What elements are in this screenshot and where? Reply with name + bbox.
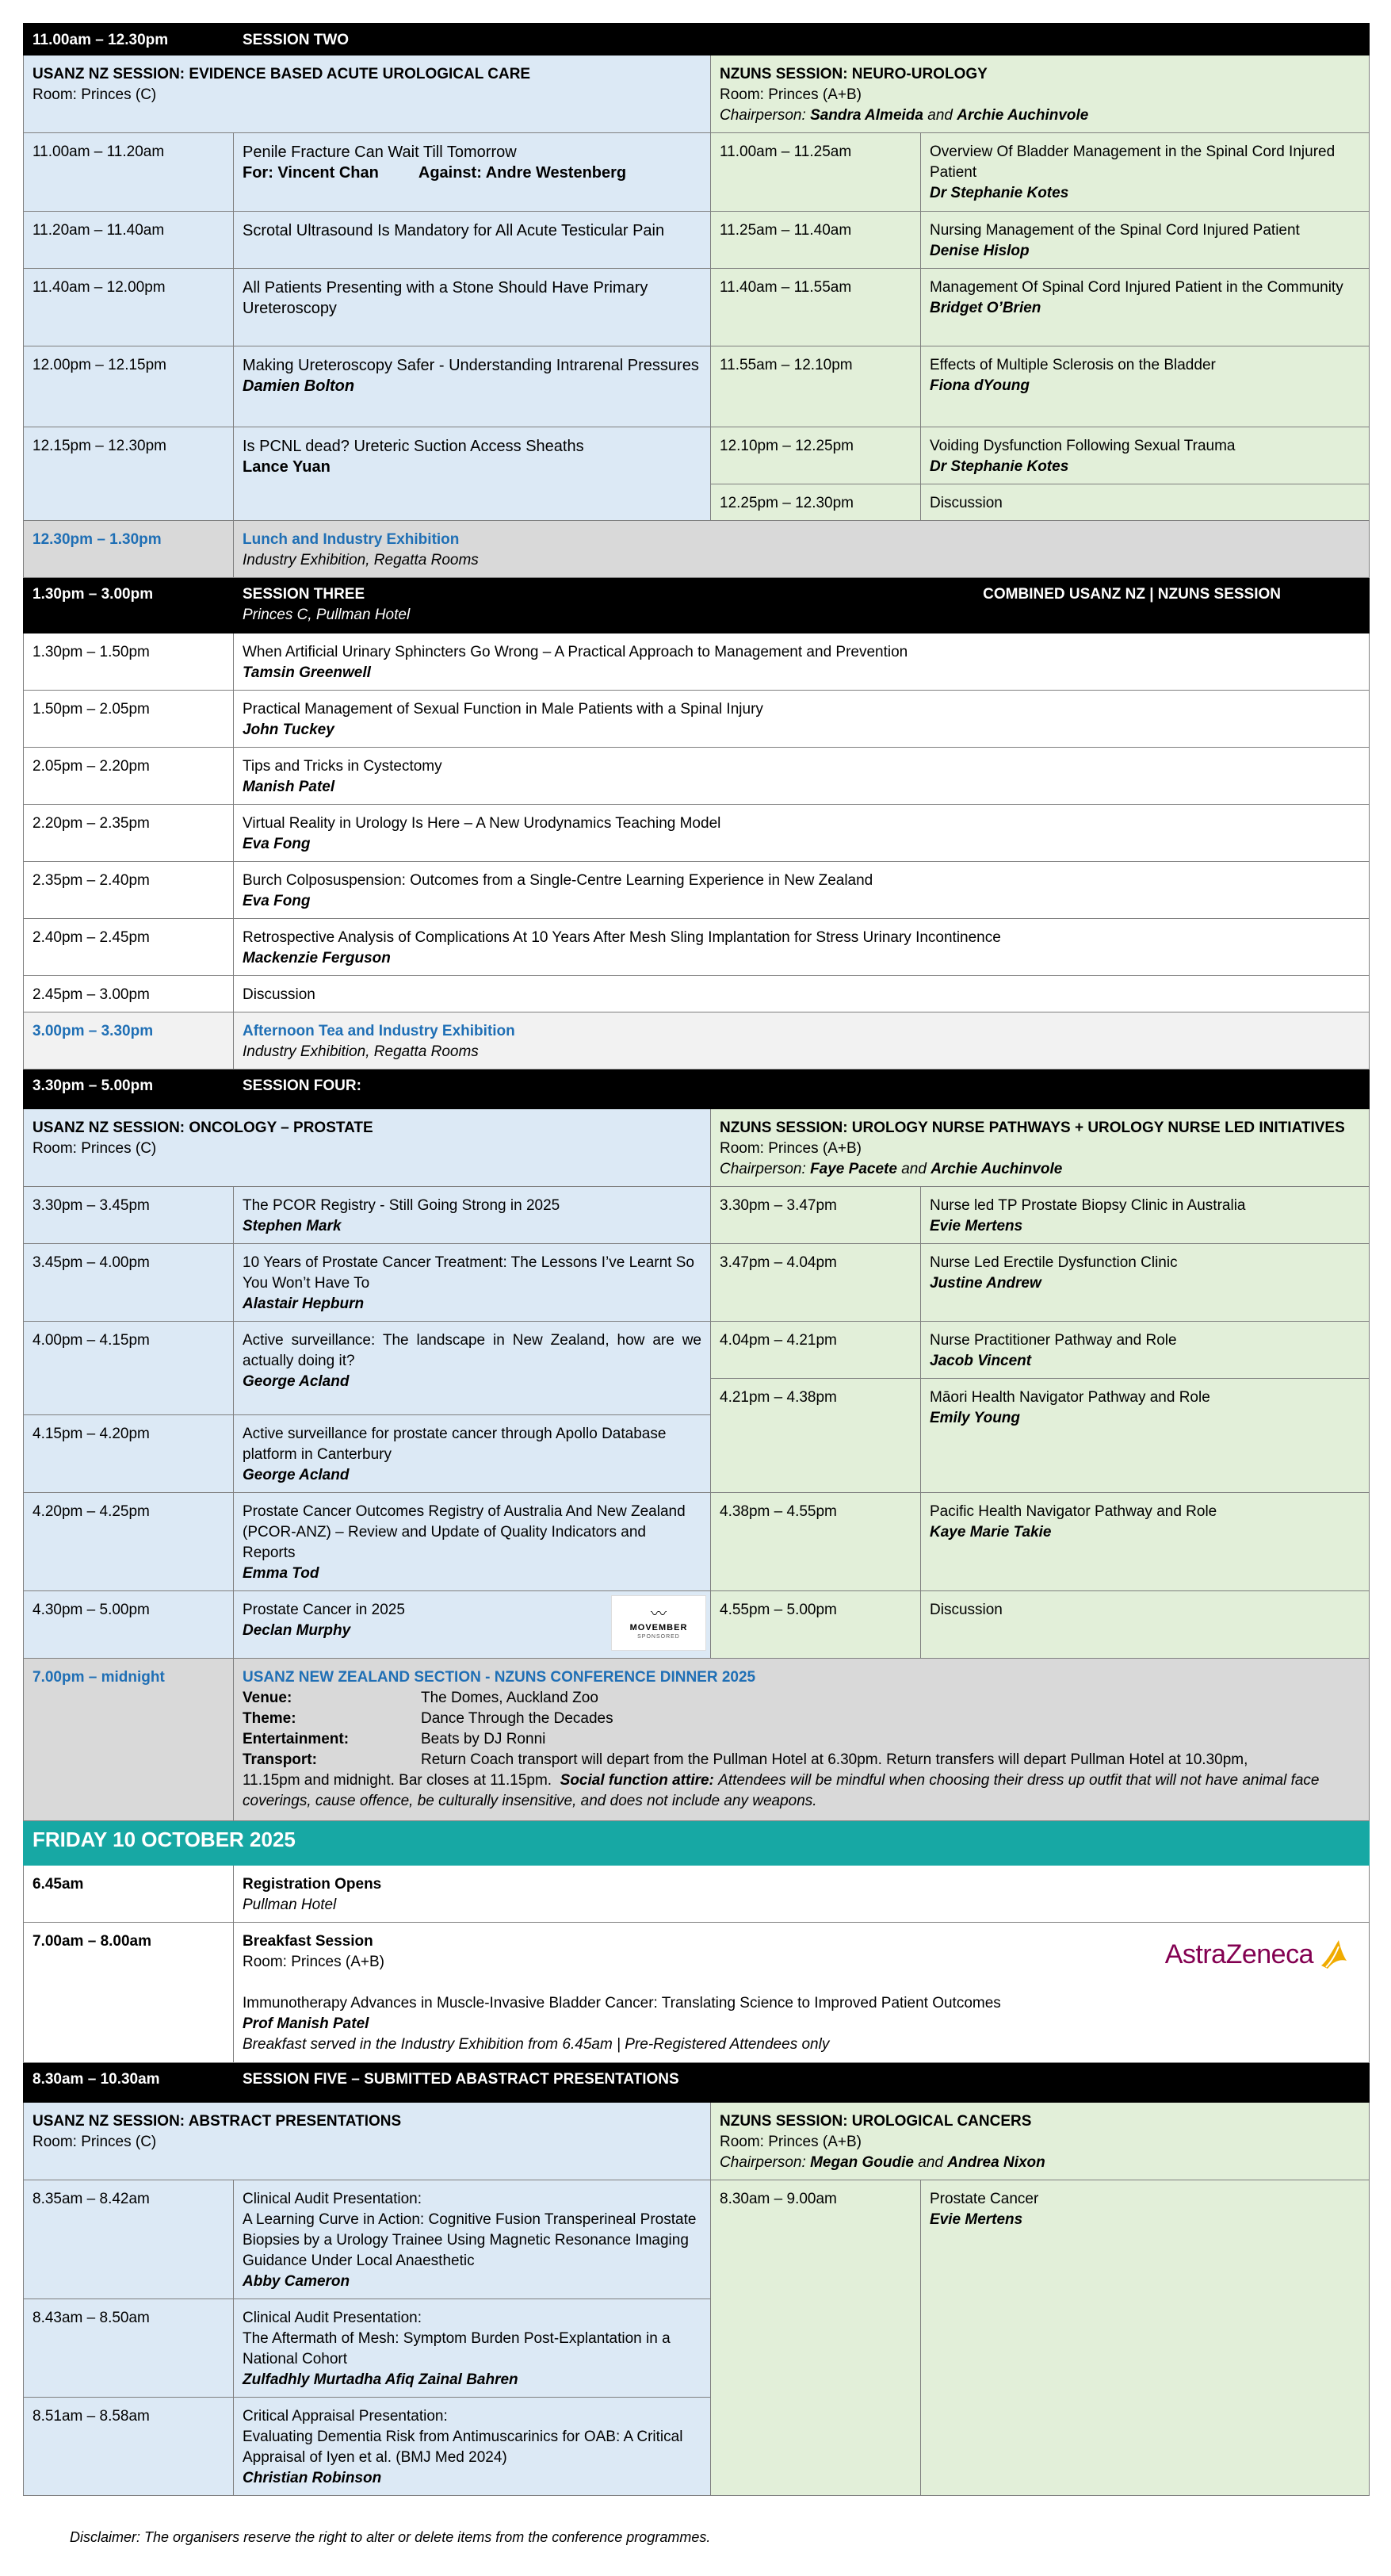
nzuns-stream-header [711,56,1370,133]
stream-room: Room: Princes (A+B) [720,2134,862,2150]
speaker-name: Alastair Hepburn [243,1296,365,1312]
session-venue: Princes C, Pullman Hotel [243,607,411,623]
table-row [24,862,1370,919]
usanz-stream-header [24,1109,711,1187]
against-speaker: Against: Andre Westenberg [418,164,627,182]
item-detail: When Artificial Urinary Sphincters Go Wrong – A Practical Approach to Management and Prevention Tamsin Greenwell [234,633,1370,691]
item-detail: All Patients Presenting with a Stone Should Have Primary Ureteroscopy [234,269,711,346]
item-detail: Is PCNL dead? Ureteric Suction Access Sheaths Lance Yuan [234,427,711,521]
dinner-transport: Transport: Return Coach transport will depart from the Pullman Hotel at 6.30pm. Return transfers will depart Pullman Hotel at 10.30pm, [243,1751,1248,1768]
session-time: 8.30am – 10.30am [24,2063,234,2103]
stream-title: USANZ NZ SESSION: ONCOLOGY – PROSTATE [32,1120,373,1136]
item-time: 3.47pm – 4.04pm [711,1244,921,1322]
stream-room: Room: Princes (A+B) [720,86,862,103]
item-detail: Active surveillance for prostate cancer through Apollo Database platform in Canterbury George Acland [234,1415,711,1493]
item-time: 3.30pm – 3.47pm [711,1187,921,1244]
item-detail: Active surveillance: The landscape in New Zealand, how are we actually doing it? George Acland [234,1322,711,1415]
session-title: SESSION FOUR: [234,1070,1370,1109]
item-time: 11.40am – 11.55am [711,269,921,346]
break-detail: Lunch and Industry Exhibition Industry Exhibition, Regatta Rooms [234,521,1370,578]
table-row [24,427,1370,484]
item-time: 4.04pm – 4.21pm [711,1322,921,1379]
item-detail: Discussion [921,1591,1370,1659]
item-detail: Māori Health Navigator Pathway and Role Emily Young [921,1379,1370,1493]
table-row [24,1591,1370,1659]
item-detail: Voiding Dysfunction Following Sexual Trauma Dr Stephanie Kotes [921,427,1370,484]
item-time: 2.05pm – 2.20pm [24,748,234,805]
speaker-name: Fiona dYoung [930,377,1030,394]
stream-room: Room: Princes (C) [32,86,157,103]
item-time: 7.00am – 8.00am [24,1923,234,2063]
dinner-venue: Venue: The Domes, Auckland Zoo [243,1690,598,1706]
dinner-title: USANZ NEW ZEALAND SECTION - NZUNS CONFERENCE DINNER 2025 [243,1669,756,1686]
speaker-name: Denise Hislop [930,243,1030,259]
breakfast-row [24,1923,1370,2063]
item-detail: The PCOR Registry - Still Going Strong in 2025 Stephen Mark [234,1187,711,1244]
item-detail: Pacific Health Navigator Pathway and Role Kaye Marie Takie [921,1493,1370,1591]
item-time: 11.20am – 11.40am [24,212,234,269]
session-title: SESSION THREE [243,586,365,603]
speaker-name: Manish Patel [243,779,335,795]
break-time: 3.00pm – 3.30pm [24,1012,234,1070]
session-time: 11.00am – 12.30pm [24,24,234,56]
item-time: 4.30pm – 5.00pm [24,1591,234,1659]
table-row [24,346,1370,427]
table-row [24,212,1370,269]
speaker-name: Emma Tod [243,1565,319,1582]
table-row [24,748,1370,805]
item-detail: Registration Opens Pullman Hotel [234,1866,1370,1923]
speaker-name: Evie Mertens [930,2211,1023,2228]
stream-room: Room: Princes (A+B) [720,1140,862,1157]
dinner-transport-cont: 11.15pm and midnight. Bar closes at 11.15pm. Social function attire: Attendees will be mindful when choosing their dress up outfit that will not have animal face coverings, cause offence, be culturally insensitive, and does not include any weapons. [243,1772,1320,1809]
item-detail: 〰 MOVEMBER SPONSORED Prostate Cancer in 2025 Declan Murphy [234,1591,711,1659]
stream-title: NZUNS SESSION: NEURO-UROLOGY [720,66,988,82]
nzuns-stream-header [711,1109,1370,1187]
speaker-name: Mackenzie Ferguson [243,950,391,966]
usanz-stream-header [24,2103,711,2180]
speaker-name: Stephen Mark [243,1218,342,1234]
item-time: 3.30pm – 3.45pm [24,1187,234,1244]
item-time: 4.15pm – 4.20pm [24,1415,234,1493]
item-detail: Discussion [921,484,1370,521]
speaker-name: Eva Fong [243,836,311,852]
item-detail: Nurse led TP Prostate Biopsy Clinic in Australia Evie Mertens [921,1187,1370,1244]
disclaimer-text: Disclaimer: The organisers reserve the right to alter or delete items from the conference programmes. [70,2529,711,2545]
table-row [24,805,1370,862]
dinner-detail [234,1659,1370,1821]
item-detail: Clinical Audit Presentation: The Aftermath of Mesh: Symptom Burden Post-Explantation in a National Cohort Zulfadhly Murtadha Afiq Zainal Bahren [234,2299,711,2398]
item-detail: 10 Years of Prostate Cancer Treatment: The Lessons I’ve Learnt So You Won’t Have To Alastair Hepburn [234,1244,711,1322]
speaker-name: George Acland [243,1467,350,1483]
session-five-header [24,2063,1370,2103]
day-title: FRIDAY 10 OCTOBER 2025 [24,1821,1370,1866]
table-row [24,269,1370,346]
speaker-name: Prof Manish Patel [243,2015,369,2032]
stream-chair: Chairperson: Faye Pacete and Archie Auchinvole [720,1161,1063,1177]
astrazeneca-sponsor-logo: AstraZeneca [1165,1937,1348,1972]
item-time: 12.15pm – 12.30pm [24,427,234,521]
item-detail: Nurse Led Erectile Dysfunction Clinic Justine Andrew [921,1244,1370,1322]
speaker-name: Lance Yuan [243,458,331,476]
item-time: 1.30pm – 1.50pm [24,633,234,691]
speaker-name: Declan Murphy [243,1622,351,1639]
break-time: 12.30pm – 1.30pm [24,521,234,578]
astrazeneca-symbol-icon [1316,1937,1348,1972]
item-time: 11.40am – 12.00pm [24,269,234,346]
session-title: SESSION TWO [234,24,1370,56]
item-time: 12.25pm – 12.30pm [711,484,921,521]
usanz-stream-header [24,56,711,133]
item-time: 2.35pm – 2.40pm [24,862,234,919]
dinner-time: 7.00pm – midnight [24,1659,234,1821]
for-speaker: For: Vincent Chan [243,164,379,182]
item-detail: Clinical Audit Presentation: A Learning Curve in Action: Cognitive Fusion Transperineal Prostate Biopsies by a Urology Trainee Using Magnetic Resonance Imaging Guidance Under Local Anaesthetic Abby Cameron [234,2180,711,2299]
session-two-header [24,24,1370,56]
item-time: 8.51am – 8.58am [24,2398,234,2496]
session-four-header [24,1070,1370,1109]
speaker-name: Evie Mertens [930,1218,1023,1234]
table-row [24,2180,1370,2299]
item-detail: Nurse Practitioner Pathway and Role Jacob Vincent [921,1322,1370,1379]
session-title-cell [234,578,1370,633]
speaker-name: Emily Young [930,1410,1021,1426]
speaker-name: Zulfadhly Murtadha Afiq Zainal Bahren [243,2371,518,2388]
item-time: 2.20pm – 2.35pm [24,805,234,862]
moustache-icon: 〰 [651,1605,667,1623]
item-detail: Scrotal Ultrasound Is Mandatory for All Acute Testicular Pain [234,212,711,269]
item-detail: Penile Fracture Can Wait Till Tomorrow For: Vincent Chan Against: Andre Westenberg [234,133,711,212]
stream-title: USANZ NZ SESSION: ABSTRACT PRESENTATIONS [32,2113,402,2130]
item-detail: Virtual Reality in Urology Is Here – A New Urodynamics Teaching Model Eva Fong [234,805,1370,862]
item-time: 11.00am – 11.20am [24,133,234,212]
table-row [24,1244,1370,1322]
combined-session-label: COMBINED USANZ NZ | NZUNS SESSION [983,586,1281,603]
speaker-name: Dr Stephanie Kotes [930,458,1069,475]
dinner-entertainment: Entertainment: Beats by DJ Ronni [243,1731,546,1747]
speaker-name: Abby Cameron [243,2273,350,2290]
session-title: SESSION FIVE – SUBMITTED ABASTRACT PRESENTATIONS [234,2063,1370,2103]
programme-page [23,23,1369,2496]
item-detail: Overview Of Bladder Management in the Spinal Cord Injured Patient Dr Stephanie Kotes [921,133,1370,212]
item-detail: Nursing Management of the Spinal Cord Injured Patient Denise Hislop [921,212,1370,269]
registration-row [24,1866,1370,1923]
break-detail: Afternoon Tea and Industry Exhibition Industry Exhibition, Regatta Rooms [234,1012,1370,1070]
movember-sponsor-logo: 〰 MOVEMBER SPONSORED [611,1595,706,1651]
item-time: 11.25am – 11.40am [711,212,921,269]
item-time: 8.30am – 9.00am [711,2180,921,2496]
item-time: 4.20pm – 4.25pm [24,1493,234,1591]
item-detail: Effects of Multiple Sclerosis on the Bladder Fiona dYoung [921,346,1370,427]
item-detail: Retrospective Analysis of Complications At 10 Years After Mesh Sling Implantation for Stress Urinary Incontinence Mackenzie Ferguson [234,919,1370,976]
item-time: 1.50pm – 2.05pm [24,691,234,748]
item-time: 4.38pm – 4.55pm [711,1493,921,1591]
session-five-streams [24,2103,1370,2180]
item-detail: Tips and Tricks in Cystectomy Manish Patel [234,748,1370,805]
item-time: 11.55am – 12.10pm [711,346,921,427]
session-time: 3.30pm – 5.00pm [24,1070,234,1109]
session-time: 1.30pm – 3.00pm [24,578,234,633]
item-time: 2.40pm – 2.45pm [24,919,234,976]
session-four-streams [24,1109,1370,1187]
item-time: 3.45pm – 4.00pm [24,1244,234,1322]
dinner-theme: Theme: Dance Through the Decades [243,1710,613,1727]
table-row [24,1187,1370,1244]
table-row [24,919,1370,976]
item-time: 4.21pm – 4.38pm [711,1379,921,1493]
speaker-name: Justine Andrew [930,1275,1041,1292]
item-detail: AstraZeneca Breakfast Session Room: Princes (A+B) Immunotherapy Advances in Muscle-Invasive Bladder Cancer: Translating Science to Improved Patient Outcomes Prof Manish Patel Breakfast served in the Industry Exhibition from 6.45am | Pre-Registered Attendees only [234,1923,1370,2063]
item-detail: Management Of Spinal Cord Injured Patient in the Community Bridget O’Brien [921,269,1370,346]
conference-dinner-row [24,1659,1370,1821]
session-two-streams [24,56,1370,133]
item-time: 12.10pm – 12.25pm [711,427,921,484]
lunch-break-row [24,521,1370,578]
stream-room: Room: Princes (C) [32,2134,157,2150]
item-time: 2.45pm – 3.00pm [24,976,234,1012]
speaker-name: Tamsin Greenwell [243,664,371,681]
table-row [24,633,1370,691]
session-three-header [24,578,1370,633]
speaker-name: Bridget O’Brien [930,300,1041,316]
item-detail: Prostate Cancer Outcomes Registry of Australia And New Zealand (PCOR-ANZ) – Review and Update of Quality Indicators and Reports Emma Tod [234,1493,711,1591]
speaker-name: George Acland [243,1373,350,1390]
item-time: 8.35am – 8.42am [24,2180,234,2299]
stream-room: Room: Princes (C) [32,1140,157,1157]
speaker-name: John Tuckey [243,722,334,738]
item-time: 11.00am – 11.25am [711,133,921,212]
speaker-name: Eva Fong [243,893,311,909]
programme-table [23,23,1370,2496]
speaker-name: Jacob Vincent [930,1353,1032,1369]
item-time: 12.00pm – 12.15pm [24,346,234,427]
item-detail: Making Ureteroscopy Safer - Understanding Intrarenal Pressures Damien Bolton [234,346,711,427]
table-row [24,976,1370,1012]
item-detail: Critical Appraisal Presentation: Evaluating Dementia Risk from Antimuscarinics for OAB: A Critical Appraisal of Iyen et al. (BMJ Med 2024) Christian Robinson [234,2398,711,2496]
stream-chair: Chairperson: Megan Goudie and Andrea Nixon [720,2154,1045,2171]
table-row [24,691,1370,748]
speaker-name: Christian Robinson [243,2470,382,2486]
speaker-name: Damien Bolton [243,377,355,395]
item-detail: Burch Colposuspension: Outcomes from a Single-Centre Learning Experience in New Zealand Eva Fong [234,862,1370,919]
item-time: 6.45am [24,1866,234,1923]
item-time: 4.00pm – 4.15pm [24,1322,234,1415]
item-time: 4.55pm – 5.00pm [711,1591,921,1659]
friday-day-band [24,1821,1370,1866]
table-row [24,1493,1370,1591]
stream-chair: Chairperson: Sandra Almeida and Archie Auchinvole [720,107,1089,124]
nzuns-stream-header [711,2103,1370,2180]
afternoon-tea-row [24,1012,1370,1070]
stream-title: NZUNS SESSION: UROLOGICAL CANCERS [720,2113,1032,2130]
table-row [24,1322,1370,1379]
stream-title: USANZ NZ SESSION: EVIDENCE BASED ACUTE UROLOGICAL CARE [32,66,531,82]
speaker-name: Kaye Marie Takie [930,1524,1052,1541]
stream-title: NZUNS SESSION: UROLOGY NURSE PATHWAYS + UROLOGY NURSE LED INITIATIVES [720,1120,1345,1136]
speaker-name: Dr Stephanie Kotes [930,185,1069,201]
item-time: 8.43am – 8.50am [24,2299,234,2398]
item-detail: Discussion [234,976,1370,1012]
item-detail: Practical Management of Sexual Function in Male Patients with a Spinal Injury John Tuckey [234,691,1370,748]
table-row [24,133,1370,212]
item-detail: Prostate Cancer Evie Mertens [921,2180,1370,2496]
